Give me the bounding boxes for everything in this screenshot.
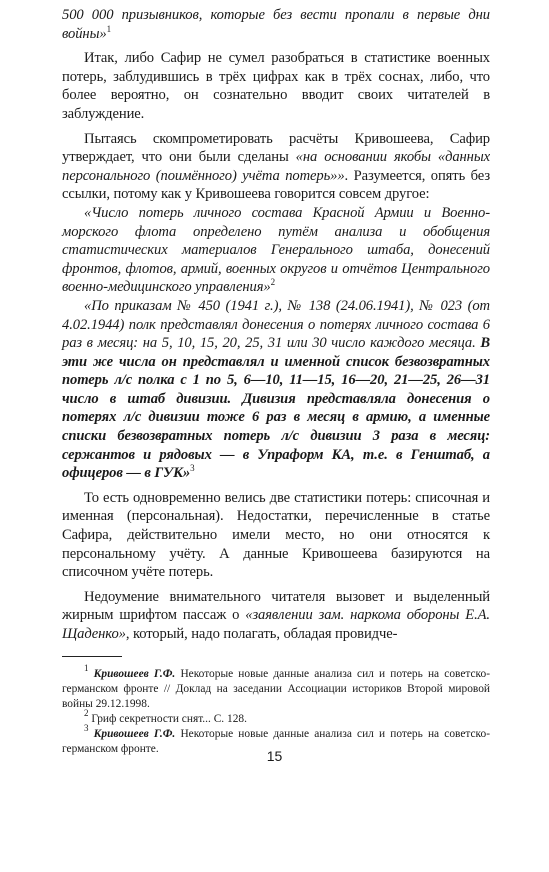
paragraph-krivosheev-claim [62, 130, 490, 204]
quote-text: 500 000 призывников, которые без вести пропали в первые дни войны» [62, 7, 490, 42]
paragraph-quote-continuation [62, 6, 490, 43]
footnote-number: 3 [84, 722, 89, 733]
footnote-author: Кривошеев Г.Ф. [93, 727, 176, 740]
footnote-ref-2: 2 [270, 277, 276, 288]
paragraph-safir-conclusion: Итак, либо Сафир не сумел разобраться в статистике военных потерь, заблудившись в трёх цифрах как в трёх соснах, либо, что более вероятно, он сознательно вводит своих читателей в заблуждение. [62, 50, 490, 122]
footnote-text: Гриф секретности снят... С. 128. [88, 712, 247, 725]
bold-italic-quote: В эти же числа он представлял и именной список безвозвратных потерь л/с полка с 1 по 5, 6—10, 11—15, 16—20, 21—25, 26—31 число в штаб дивизии. Дивизия представляла донесения о потерях л/с дивизии тоже 6 раз в месяц в армию, а именные списки безвозвратных потерь л/с дивизии 3 раза в месяц: сержантов и рядовых — в Упраформ КА, т.е. в Генштаб, а офицеров — в ГУК» [62, 335, 490, 482]
footnote-author: Кривошеев Г.Ф. [93, 667, 176, 680]
paragraph-two-statistics: То есть одновременно велись две статистики потерь: списочная и именная (персональная). Недостатки, перечисленные в статье Сафира, действительно имели место, но они относятся к персональному учёту. А данные Кривошеева базируются на списочном учёте потерь. [62, 489, 490, 581]
page-body [62, 6, 490, 757]
footnote-number: 2 [84, 707, 89, 718]
italic-quote: «на основании якобы «данных персонального (поимённого) учёта потерь»» [62, 149, 490, 184]
text-run: Недоумение внимательного читателя вызовет и выделенный жирным шрифтом пассаж о [62, 588, 490, 624]
footnote-ref-1: 1 [106, 23, 111, 34]
paragraph-quote-orders [62, 297, 490, 483]
text-run: . Разумеется, опять без ссылки, потому как у Кривошеева говорится совсем другое: [62, 167, 490, 203]
italic-quote: «Число потерь личного состава Красной Армии и Военно-морского флота определено путём анализа и обобщения статистических материалов Генерального штаба, донесений фронтов, флотов, армий, военных округов и отчётов Центрального военно-медицинского управления» [62, 204, 490, 296]
footnote-2 [62, 707, 490, 727]
italic-quote: «заявлении зам. наркома обороны Е.А. Щаденко» [62, 607, 490, 642]
paragraph-quote-losses [62, 204, 490, 297]
footnote-text: Некоторые новые данные анализа сил и потерь на советско-германском фронте. [62, 727, 490, 755]
footnote-text: Некоторые новые данные анализа сил и потерь на советско-германском фронте // Доклад на заседании Ассоциации историков Второй мировой войны 29.12.1998. [62, 667, 490, 710]
italic-quote: «По приказам № 450 (1941 г.), № 138 (24.06.1941), № 023 (от 4.02.1944) полк представлял донесения о потерях личного состава 6 раз в месяц: на 5, 10, 15, 20, 25, 31 или 30 число каждого месяца. [62, 297, 490, 352]
text-run: Пытаясь скомпрометировать расчёты Кривошеева, Сафир утверждает, что они были сделаны [62, 130, 490, 166]
footnote-divider [62, 656, 122, 657]
footnote-ref-3: 3 [190, 463, 195, 474]
paragraph-shchadenko [62, 588, 490, 644]
page-number: 15 [266, 748, 283, 764]
footnote-number: 1 [84, 662, 89, 673]
text-run: , который, надо полагать, обладая провидче- [125, 626, 398, 642]
footnote-1 [62, 662, 490, 712]
